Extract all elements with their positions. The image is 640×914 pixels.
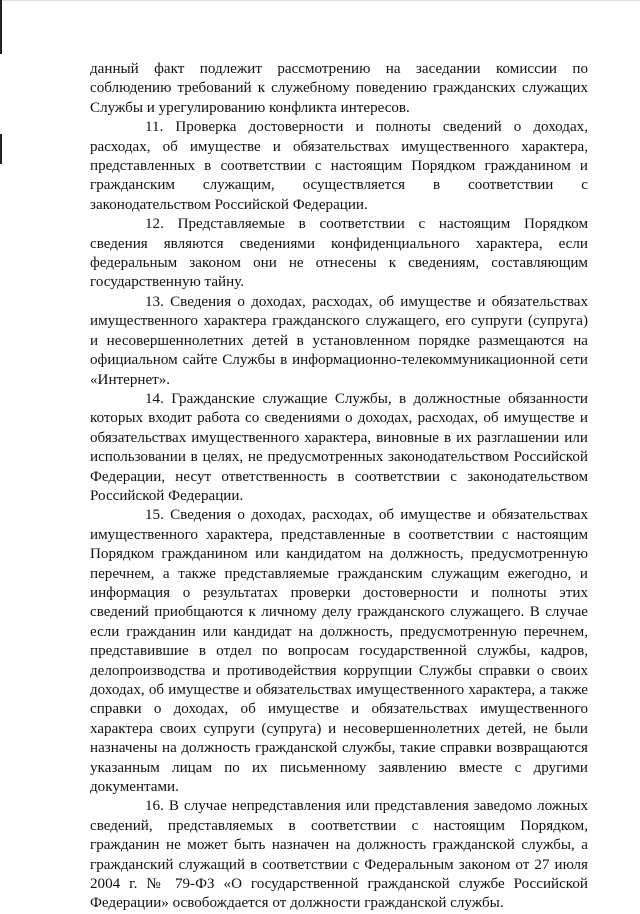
scan-left-edge-mark (0, 134, 2, 164)
paragraph-15: 15. Сведения о доходах, расходах, об имуществе и обязательствах имущественного характера, представленные в соответствии с настоящим Порядком гражданином или кандидатом на должность, предусмотренную перечнем, а также представляемые гражданским служащим ежегодно, и информация о результатах проверки достоверности и полноты этих сведений приобщаются к личному делу гражданского служащего. В случае если гражданин или кандидат на должность, предусмотренную перечнем, представившие в отдел по вопросам государственной службы, кадров, делопроизводства и противодействия коррупции Службы справки о своих доходах, об имуществе и обязательствах имущественного характера, а также справки о доходах, об имуществе и обязательствах имущественного характера своих супруги (супруга) и несовершеннолетних детей, не были назначены на должность гражданской службы, такие справки возвращаются указанным лицам по их письменному заявлению вместе с другими документами. (90, 507, 588, 796)
paragraph-14: 14. Гражданские служащие Службы, в должностные обязанности которых входит работа со сведениями о доходах, расходах, об имуществе и обязательствах имущественного характера, виновные в их разглашении или использовании в целях, не предусмотренных законодательством Российской Федерации, несут ответственность в соответствии с законодательством Российской Федерации. (90, 390, 588, 504)
document-body (90, 60, 588, 914)
scan-left-edge-mark (0, 0, 2, 54)
paragraph-12: 12. Представляемые в соответствии с настоящим Порядком сведения являются сведениями конфиденциального характера, если федеральным законом они не отнесены к сведениям, составляющим государственную тайну. (90, 216, 588, 291)
scan-top-border (0, 0, 640, 1)
paragraph-11: 11. Проверка достоверности и полноты сведений о доходах, расходах, об имуществе и обязательствах имущественного характера, представленных в соответствии с настоящим Порядком гражданином и гражданским служащим, осуществляется в соответствии с законодательством Российской Федерации. (90, 119, 588, 213)
paragraph-10-continued: данный факт подлежит рассмотрению на заседании комиссии по соблюдению требований к служебному поведению гражданских служащих Службы и урегулированию конфликта интересов. (90, 61, 588, 116)
paragraph-16: 16. В случае непредставления или представления заведомо ложных сведений, представляемых в соответствии с настоящим Порядком, гражданин не может быть назначен на должность гражданской службы, а гражданский служащий в соответствии с Федеральным законом от 27 июля 2004 г. № 79-ФЗ «О государственной гражданской службе Российской Федерации» освобождается от должности гражданской службы. (90, 798, 588, 912)
paragraph-13: 13. Сведения о доходах, расходах, об имуществе и обязательствах имущественного характера гражданского служащего, его супруги (супруга) и несовершеннолетних детей в установленном порядке размещаются на официальном сайте Службы в информационно-телекоммуникационной сети «Интернет». (90, 293, 588, 388)
